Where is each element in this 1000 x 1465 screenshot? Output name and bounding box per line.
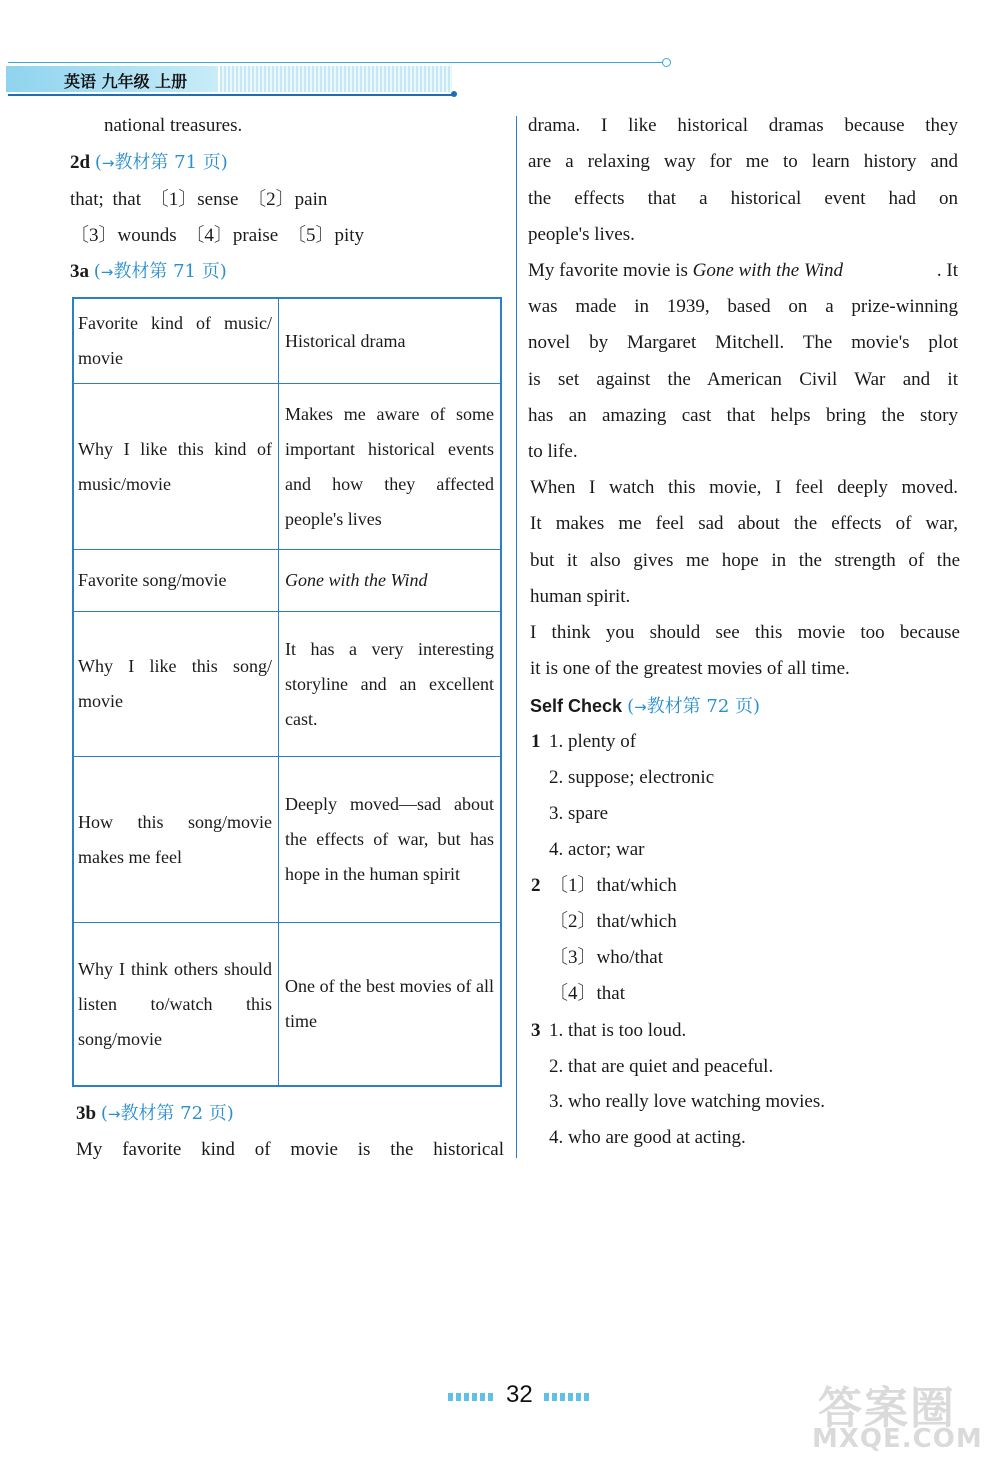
table-cell-value: Gone with the Wind [279,550,500,612]
movie-title: Gone with the Wind [692,260,844,281]
paragraph-line: the effects that a historical event had on [528,188,958,209]
section-3b-heading [76,1102,234,1126]
book-title: 英语 九年级 上册 [64,72,188,91]
section-label: Self Check [530,696,623,716]
answer-line: 3. spare [549,803,609,824]
textbook-ref: (→教材第 71 页) [93,261,227,282]
answer-line: 1. that is too loud. [549,1020,687,1041]
self-check-heading [530,694,760,719]
arrow-icon: → [100,263,114,281]
answer-table [72,297,502,1087]
paragraph-line: My favorite movie is Gone with the Wind . It [528,260,958,281]
table-cell-label: Favorite song/movie [74,550,279,612]
answer-line: 2. suppose; electronic [549,767,715,788]
arrow-icon: → [107,1105,121,1123]
paragraph-line: it is one of the greatest movies of all time. [530,658,850,679]
paragraph-line: has an amazing cast that helps bring the story [528,405,958,426]
paragraph-line: are a relaxing way for me to learn history and [528,151,958,172]
paragraph-line: was made in 1939, based on a prize-winning [528,296,958,317]
continued-line: national treasures. [104,115,243,136]
textbook-ref: (→教材第 71 页) [94,152,228,173]
paragraph-line: novel by Margaret Mitchell. The movie's plot [528,332,958,353]
header-bottom-dot [451,91,457,97]
question-number: 3 [531,1020,541,1041]
table-cell-value: Makes me aware of some important historical events and how they affected people's lives [279,384,500,550]
header-top-rule [8,62,664,63]
paragraph-line: to life. [528,441,578,462]
section-3a-heading [70,260,227,284]
paragraph-line: It makes me feel sad about the effects of war, [530,513,958,534]
section-label: 3b [76,1103,97,1124]
paragraph-line: When I watch this movie, I feel deeply moved. [530,477,958,498]
arrow-icon: → [101,154,115,172]
answer-line: 〔4〕that [549,983,625,1004]
page-number-decoration-left [448,1393,496,1401]
column-divider [516,116,517,1158]
paragraph-line: My favorite kind of movie is the historical [76,1139,504,1160]
table-cell-label: How this song/movie makes me feel [74,757,279,923]
answer-line: 4. who are good at acting. [549,1127,746,1148]
table-cell-value: One of the best movies of all time [285,976,494,1031]
answer-line: 〔1〕that/which [549,875,677,896]
question-number: 2 [531,875,541,896]
answer-line: 4. actor; war [549,839,645,860]
textbook-ref: (→教材第 72 页) [100,1103,234,1124]
page-number: 32 [506,1381,533,1408]
section-label: 3a [70,261,89,282]
table-cell-value: Historical drama [279,299,500,384]
answer-line: 〔3〕who/that [549,947,663,968]
answer-line: 〔3〕wounds 〔4〕praise 〔5〕pity [70,225,365,246]
table-cell-label: Why I think others should listen to/watch this song/movie [74,923,279,1085]
answer-line: 3. who really love watching movies. [549,1091,825,1112]
header-bottom-rule [8,94,454,96]
section-2d-heading [70,151,228,175]
paragraph-line: is set against the American Civil War and it [528,369,958,390]
page-number-decoration-right [544,1393,590,1401]
table-cell-label: Why I like this kind of music/movie [74,384,279,550]
answer-line: that; that 〔1〕sense 〔2〕pain [70,189,328,210]
paragraph-line: drama. I like historical dramas because they [528,115,958,136]
paragraph-line: but it also gives me hope in the strength of the [530,550,960,571]
watermark-logo: 答案圈 MXQE.COM [812,1383,983,1454]
header-top-dot [662,58,671,67]
table-cell-label: Why I like this song/ movie [74,612,279,757]
paragraph-line: I think you should see this movie too because [530,622,960,643]
textbook-ref: (→教材第 72 页) [627,696,761,717]
table-cell-value: It has a very interesting storyline and an excellent cast. [279,612,500,757]
table-cell-label: Favorite kind of music/ movie [74,299,279,384]
section-label: 2d [70,152,91,173]
table-cell-value: Deeply moved—sad about the effects of war, but has hope in the human spirit [279,757,500,923]
answer-line: 1. plenty of [549,731,637,752]
paragraph-line: human spirit. [530,586,631,607]
question-number: 1 [531,731,541,752]
answer-line: 〔2〕that/which [549,911,677,932]
answer-line: 2. that are quiet and peaceful. [549,1056,774,1077]
header-band-pattern [220,66,452,92]
paragraph-line: people's lives. [528,224,635,245]
arrow-icon: → [634,698,647,716]
